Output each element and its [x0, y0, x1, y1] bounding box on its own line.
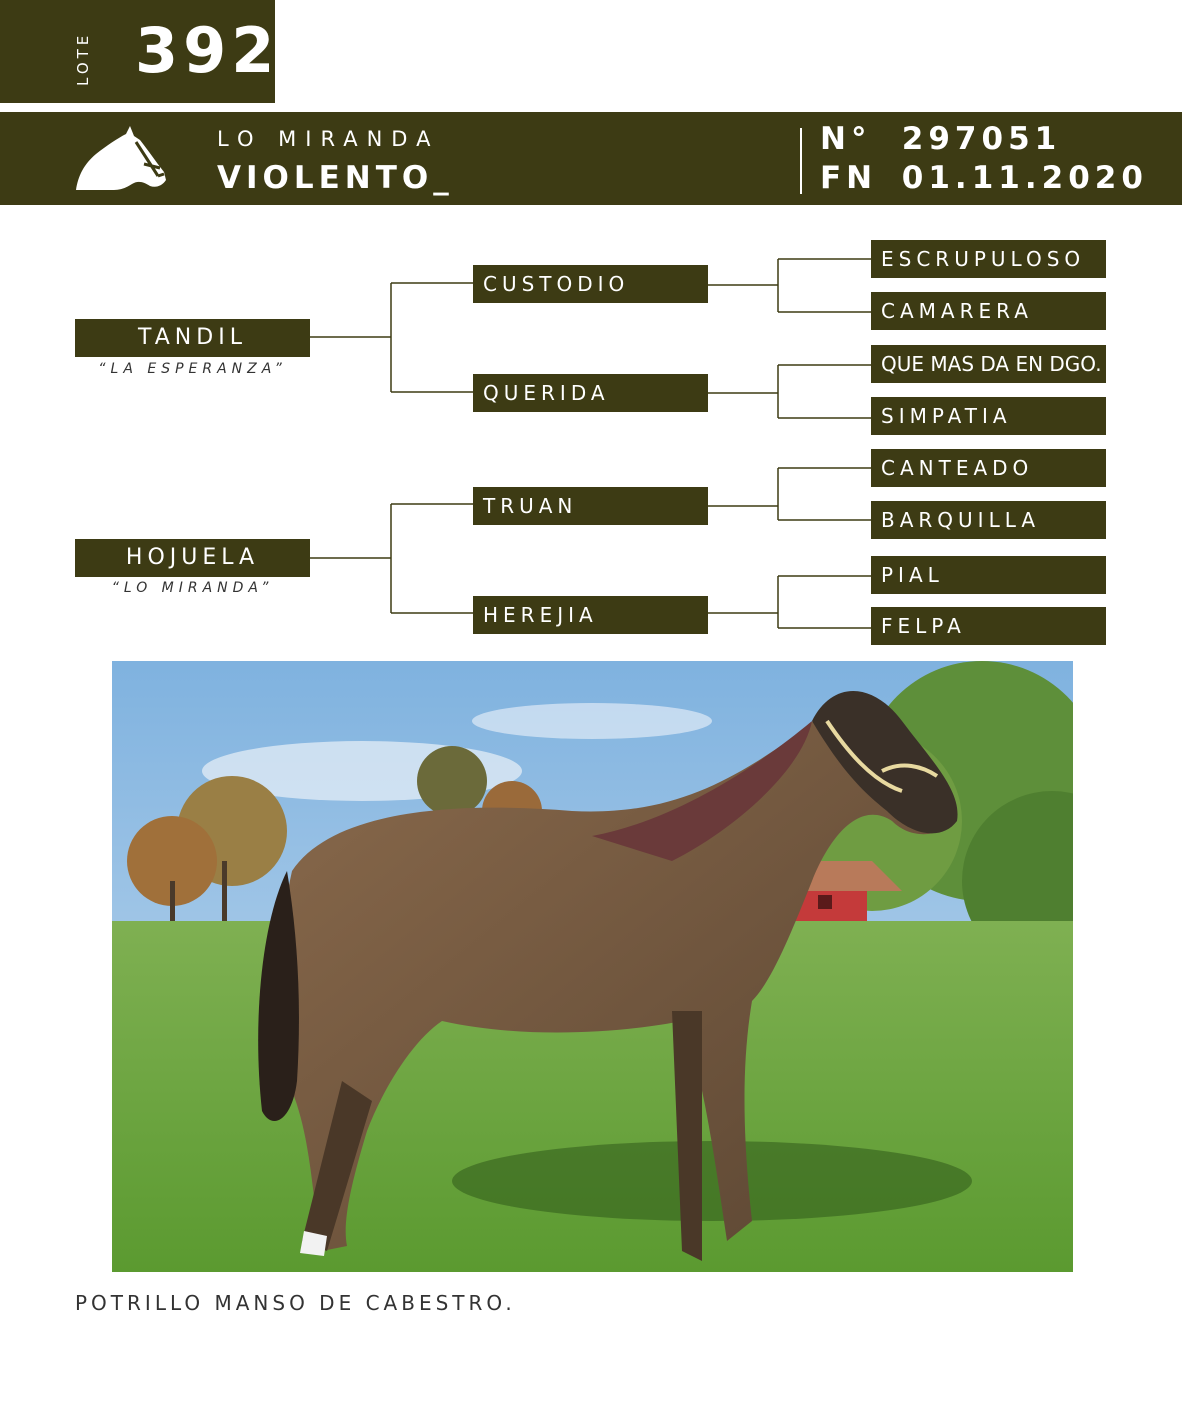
horse-photo — [112, 661, 1073, 1272]
great-grandparent-box: PIAL — [871, 556, 1106, 594]
registration-number: 297051 — [901, 121, 1062, 157]
great-grandparent-box: CAMARERA — [871, 292, 1106, 330]
breeder-name: LO MIRANDA — [217, 127, 440, 151]
great-grandparent-box: BARQUILLA — [871, 501, 1106, 539]
great-grandparent-box: QUE MAS DA EN DGO. — [871, 345, 1106, 383]
great-grandparent-box: CANTEADO — [871, 449, 1106, 487]
lot-number: 392 — [135, 14, 280, 87]
grandparent-box: CUSTODIO — [473, 265, 708, 303]
birth-date-label: FN — [820, 160, 878, 196]
grandparent-box: TRUAN — [473, 487, 708, 525]
dam-origin: “LO MIRANDA” — [111, 580, 274, 596]
birth-date-value: 01.11.2020 — [901, 160, 1148, 196]
registration-label: N° — [820, 121, 872, 157]
sire-box: TANDIL — [75, 319, 310, 357]
horse-name: VIOLENTO_ — [217, 160, 454, 196]
great-grandparent-box: SIMPATIA — [871, 397, 1106, 435]
grandparent-box: HEREJIA — [473, 596, 708, 634]
grandparent-box: QUERIDA — [473, 374, 708, 412]
great-grandparent-box: FELPA — [871, 607, 1106, 645]
great-grandparent-box: ESCRUPULOSO — [871, 240, 1106, 278]
dam-box: HOJUELA — [75, 539, 310, 577]
caption: POTRILLO MANSO DE CABESTRO. — [75, 1291, 516, 1315]
lot-label: LOTE — [74, 31, 92, 86]
sire-origin: “LA ESPERANZA” — [98, 361, 287, 377]
